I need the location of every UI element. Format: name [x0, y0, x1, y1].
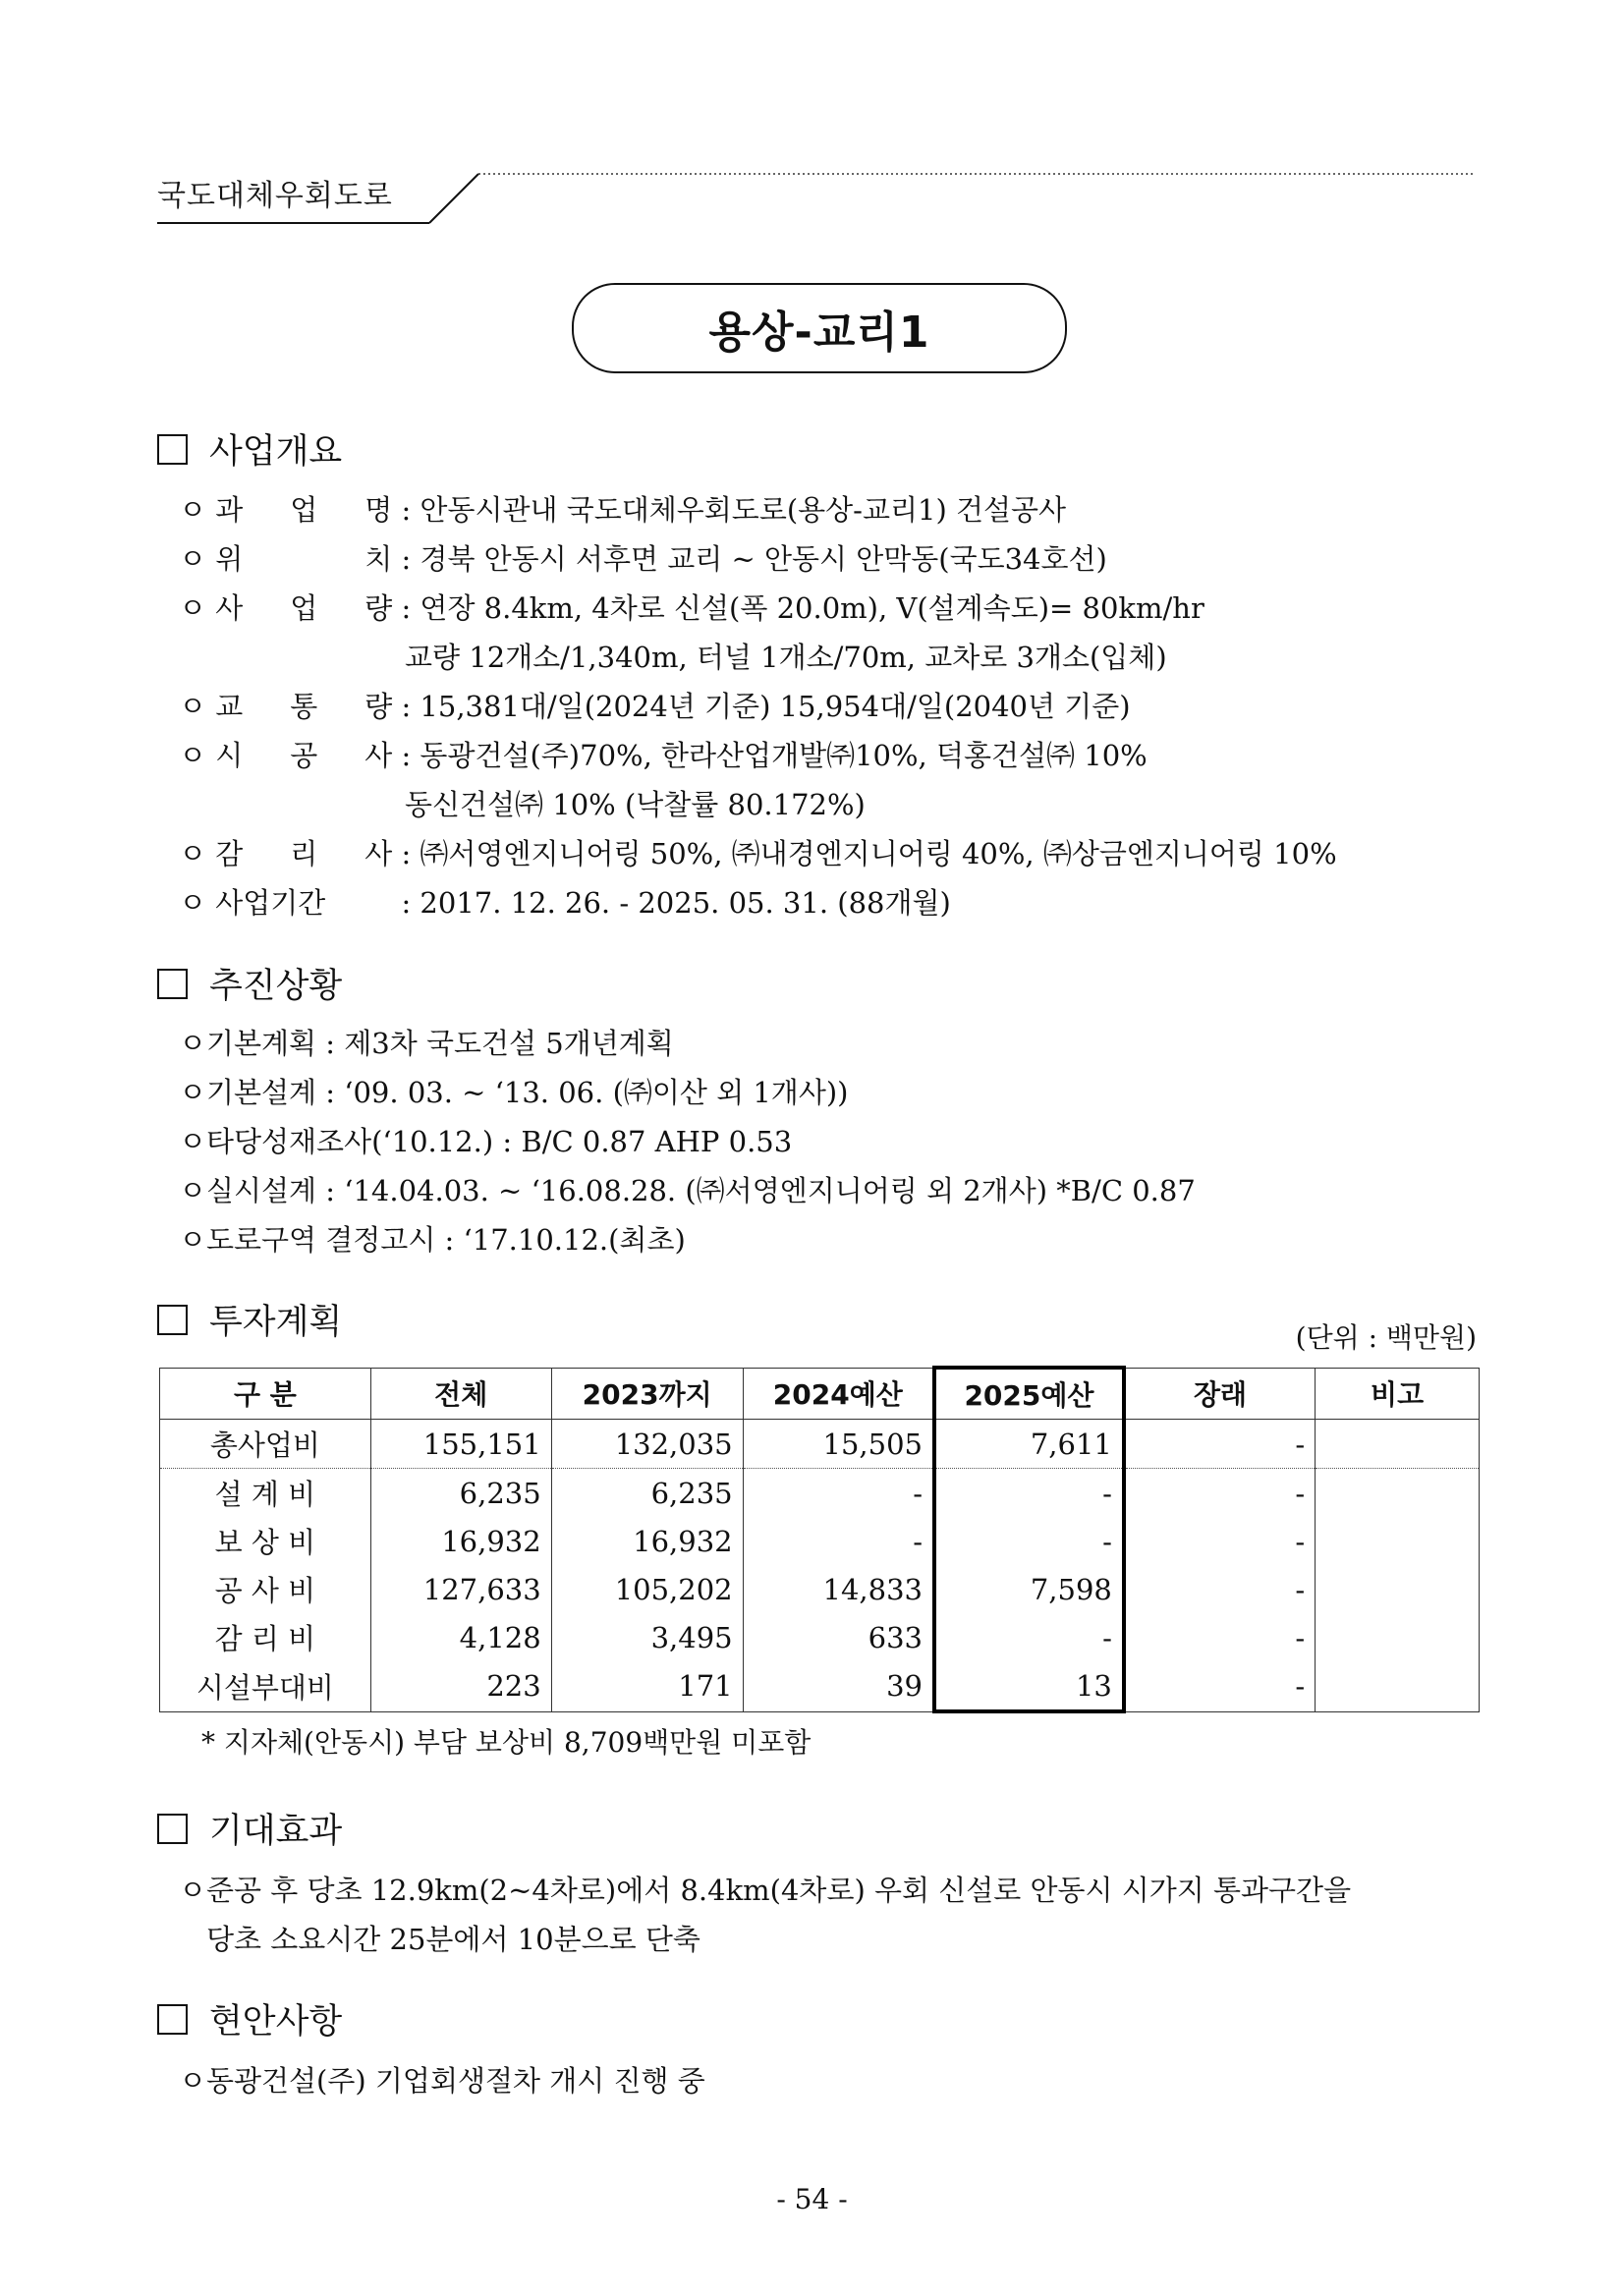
- progress-text: 기본설계 : ‘09. 03. ~ ‘13. 06. (㈜이산 외 1개사)): [206, 1076, 849, 1109]
- table-cell: 공 사 비: [160, 1565, 371, 1613]
- unit-label: (단위 : 백만원): [1295, 1321, 1477, 1354]
- progress-text: 도로구역 결정고시 : ‘17.10.12.(최초): [206, 1223, 686, 1257]
- table-cell: 16,932: [551, 1517, 743, 1565]
- table-cell: 3,495: [551, 1613, 743, 1661]
- section-issues: [157, 1994, 342, 2044]
- table-cell: -: [934, 1517, 1124, 1565]
- table-cell: 보 상 비: [160, 1517, 371, 1565]
- table-cell: -: [1124, 1613, 1316, 1661]
- field-label: 감 리 사: [215, 837, 393, 870]
- section-title: 추진상황: [209, 967, 343, 1006]
- page-number: - 54 -: [776, 2183, 848, 2215]
- progress-item: [179, 1169, 1196, 1209]
- table-cell: 39: [743, 1661, 934, 1711]
- bullet-icon: ㅇ: [179, 542, 207, 576]
- table-cell: 감 리 비: [160, 1613, 371, 1661]
- column-header: 구 분: [160, 1368, 371, 1420]
- field-label: 시 공 사: [215, 739, 393, 772]
- table-cell: 4,128: [370, 1613, 551, 1661]
- bullet-icon: ㅇ: [179, 690, 207, 723]
- issue-item: [179, 2059, 705, 2100]
- column-header: 2024예산: [743, 1368, 934, 1420]
- table-cell: -: [934, 1469, 1124, 1518]
- page-title: 용상-교리1: [572, 283, 1067, 373]
- table-cell: [1316, 1613, 1480, 1661]
- table-cell: [1316, 1469, 1480, 1518]
- table-cell: 171: [551, 1661, 743, 1711]
- table-row: [160, 1469, 1480, 1518]
- table-cell: [1316, 1661, 1480, 1711]
- overview-contractor-row: [179, 734, 1148, 774]
- section-title: 현안사항: [209, 2002, 343, 2042]
- field-value: : 동광건설(주)70%, 한라산업개발㈜10%, 덕홍건설㈜ 10%: [401, 739, 1148, 772]
- section-effect: [157, 1804, 342, 1853]
- table-cell: 223: [370, 1661, 551, 1711]
- overview-traffic-row: [179, 685, 1131, 725]
- field-value: : 15,381대/일(2024년 기준) 15,954대/일(2040년 기준): [401, 690, 1131, 723]
- field-value: : 안동시관내 국도대체우회도로(용상-교리1) 건설공사: [401, 493, 1067, 527]
- section-overview: [157, 424, 342, 474]
- section-title: 투자계획: [209, 1303, 343, 1342]
- progress-item: [179, 1218, 686, 1259]
- issue-text: 동광건설(주) 기업회생절차 개시 진행 중: [206, 2064, 705, 2098]
- progress-text: 실시설계 : ‘14.04.03. ~ ‘16.08.28. (㈜서영엔지니어링 외 2개사) *B/C 0.87: [206, 1174, 1196, 1207]
- field-value: : 2017. 12. 26. - 2025. 05. 31. (88개월): [401, 886, 951, 920]
- column-header: 장래: [1124, 1368, 1316, 1420]
- overview-contractor-continued: 동신건설㈜ 10% (낙찰률 80.172%): [405, 788, 866, 821]
- progress-item: [179, 1120, 792, 1160]
- bullet-icon: ㅇ: [179, 591, 207, 625]
- bullet-icon: ㅇ: [179, 493, 207, 527]
- checkbox-square-icon: [157, 434, 188, 465]
- table-cell: 132,035: [551, 1420, 743, 1469]
- table-header-row: [160, 1368, 1480, 1420]
- table-cell: 14,833: [743, 1565, 934, 1613]
- bullet-icon: ㅇ: [179, 1125, 207, 1158]
- field-label: 사 업 량: [215, 591, 393, 625]
- field-value: : 경북 안동시 서후면 교리 ~ 안동시 안막동(국도34호선): [401, 542, 1107, 576]
- table-cell: 155,151: [370, 1420, 551, 1469]
- table-cell: 15,505: [743, 1420, 934, 1469]
- overview-period-row: [179, 881, 951, 922]
- column-header: 2023까지: [551, 1368, 743, 1420]
- progress-item: [179, 1071, 848, 1111]
- table-cell: [1316, 1565, 1480, 1613]
- overview-scale-continued: 교량 12개소/1,340m, 터널 1개소/70m, 교차로 3개소(입체): [405, 641, 1167, 674]
- bullet-icon: ㅇ: [179, 837, 207, 870]
- overview-scale-row: [179, 587, 1204, 627]
- table-cell: 16,932: [370, 1517, 551, 1565]
- investment-table: [159, 1366, 1480, 1713]
- table-cell: -: [1124, 1517, 1316, 1565]
- effect-item: [179, 1869, 1351, 1909]
- table-footnote: * 지자체(안동시) 부담 보상비 8,709백만원 미포함: [201, 1726, 812, 1759]
- table-cell: -: [934, 1613, 1124, 1661]
- checkbox-square-icon: [157, 1814, 188, 1844]
- table-cell: 7,598: [934, 1565, 1124, 1613]
- effect-text: 준공 후 당초 12.9km(2~4차로)에서 8.4km(4차로) 우회 신설로 안동시 시가지 통과구간을: [206, 1874, 1352, 1907]
- bullet-icon: ㅇ: [179, 1027, 207, 1060]
- bullet-icon: ㅇ: [179, 1076, 207, 1109]
- table-row: [160, 1613, 1480, 1661]
- bullet-icon: ㅇ: [179, 1874, 207, 1907]
- field-value: : 연장 8.4km, 4차로 신설(폭 20.0m), V(설계속도)= 80km/hr: [401, 591, 1204, 625]
- table-cell: -: [1124, 1420, 1316, 1469]
- bullet-icon: ㅇ: [179, 2064, 207, 2098]
- table-cell: 총사업비: [160, 1420, 371, 1469]
- section-investment: [157, 1295, 342, 1344]
- table-row: [160, 1420, 1480, 1469]
- field-label: 과 업 명: [215, 493, 393, 527]
- field-value: : ㈜서영엔지니어링 50%, ㈜내경엔지니어링 40%, ㈜상금엔지니어링 10%: [401, 837, 1337, 870]
- table-cell: 시설부대비: [160, 1661, 371, 1711]
- column-header: 비고: [1316, 1368, 1480, 1420]
- overview-name-row: [179, 488, 1066, 529]
- bullet-icon: ㅇ: [179, 739, 207, 772]
- section-title: 사업개요: [209, 432, 343, 472]
- table-cell: 7,611: [934, 1420, 1124, 1469]
- table-row: [160, 1517, 1480, 1565]
- table-cell: [1316, 1420, 1480, 1469]
- table-cell: 633: [743, 1613, 934, 1661]
- table-row: [160, 1565, 1480, 1613]
- table-cell: 설 계 비: [160, 1469, 371, 1518]
- section-progress: [157, 959, 342, 1008]
- section-title: 기대효과: [209, 1812, 343, 1851]
- category-label: 국도대체우회도로: [157, 179, 393, 213]
- bullet-icon: ㅇ: [179, 1174, 207, 1207]
- bullet-icon: ㅇ: [179, 886, 207, 920]
- table-cell: [1316, 1517, 1480, 1565]
- table-cell: 127,633: [370, 1565, 551, 1613]
- table-cell: 6,235: [370, 1469, 551, 1518]
- table-cell: 13: [934, 1661, 1124, 1711]
- checkbox-square-icon: [157, 969, 188, 999]
- effect-continued: 당초 소요시간 25분에서 10분으로 단축: [206, 1923, 700, 1956]
- bullet-icon: ㅇ: [179, 1223, 207, 1257]
- overview-supervisor-row: [179, 832, 1337, 872]
- table-cell: 105,202: [551, 1565, 743, 1613]
- table-cell: -: [1124, 1661, 1316, 1711]
- field-label: 사업기간: [215, 886, 326, 920]
- progress-item: [179, 1022, 674, 1062]
- progress-text: 기본계획 : 제3차 국도건설 5개년계획: [206, 1027, 674, 1060]
- field-label: 교 통 량: [215, 690, 393, 723]
- table-cell: -: [743, 1517, 934, 1565]
- checkbox-square-icon: [157, 1305, 188, 1335]
- table-cell: -: [1124, 1565, 1316, 1613]
- column-header: 전체: [370, 1368, 551, 1420]
- table-row: [160, 1661, 1480, 1711]
- checkbox-square-icon: [157, 2004, 188, 2035]
- column-header: 2025예산: [934, 1368, 1124, 1420]
- table-cell: 6,235: [551, 1469, 743, 1518]
- table-cell: -: [1124, 1469, 1316, 1518]
- field-label: 위 치: [215, 542, 393, 576]
- overview-location-row: [179, 537, 1107, 578]
- table-cell: -: [743, 1469, 934, 1518]
- progress-text: 타당성재조사(‘10.12.) : B/C 0.87 AHP 0.53: [206, 1125, 793, 1158]
